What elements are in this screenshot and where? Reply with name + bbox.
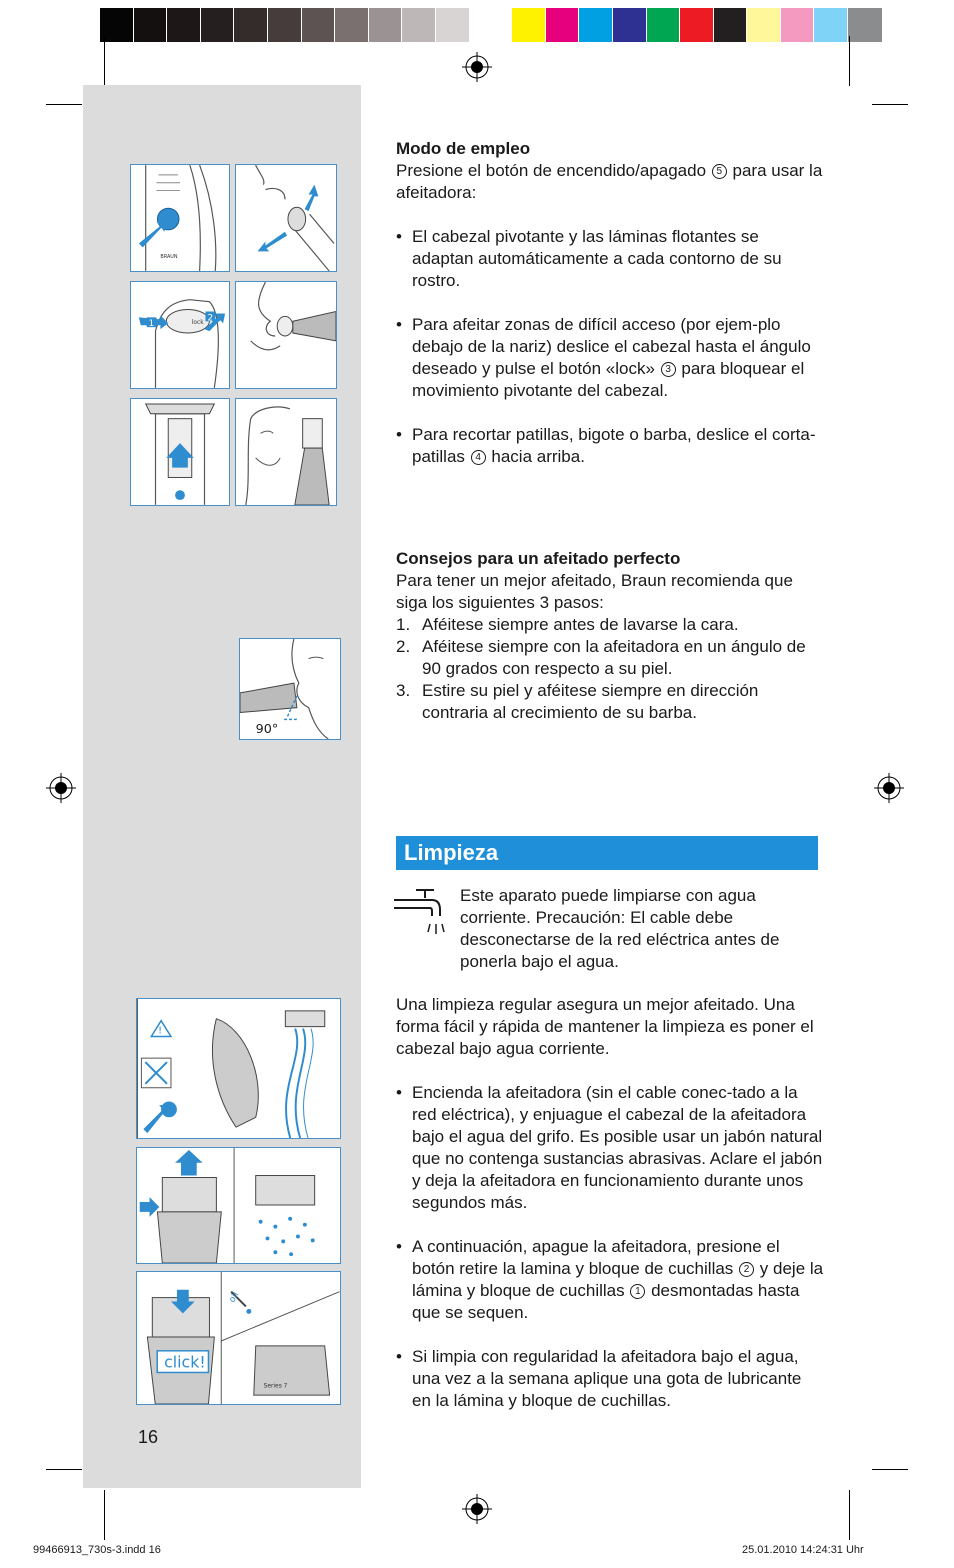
color-swatch (100, 8, 134, 42)
color-swatch (402, 8, 436, 42)
click-label: click! (164, 1352, 206, 1372)
color-swatch (436, 8, 470, 42)
color-swatch (814, 8, 848, 42)
crop-mark (872, 104, 908, 105)
crop-mark (849, 1490, 850, 1540)
illustration-sideburns (235, 398, 337, 506)
crop-mark (46, 104, 82, 105)
registration-mark-icon (874, 773, 904, 803)
tips-step (396, 614, 824, 636)
color-swatch (134, 8, 168, 42)
svg-text:!: ! (158, 1025, 163, 1037)
usage-bullet-2: • Para afeitar zonas de difícil acceso (por ejem-plo debajo de la nariz) deslice el cabezal hasta el ángulo deseado y pulse el botón «lock» 3 para bloquear el movimiento pivotante del cabezal. (396, 314, 824, 402)
color-swatch (369, 8, 403, 42)
cleaning-bullet-1: • Encienda la afeitadora (sin el cable conec-tado a la red eléctrica), y enjuague el cabezal de la afeitadora bajo el agua del grifo. Es posible usar un jabón natural que no contenga sustancias abrasivas. Aclare el jabón y deja la afeitadora en funcionamiento durante unos segundos más. (396, 1082, 824, 1214)
ref-1: 1 (630, 1284, 645, 1299)
tips-step (396, 680, 824, 724)
illustration-lock-button (130, 281, 230, 389)
water-tap-icon (394, 886, 446, 942)
registration-mark-icon (462, 1494, 492, 1524)
swatch-gap (503, 8, 512, 42)
illustration-90-degree (239, 638, 341, 740)
tips-step-number: 1. (396, 615, 411, 634)
tips-title: Consejos para un afeitado perfecto (396, 549, 681, 568)
color-calibration-bar (100, 8, 882, 42)
cleaning-bullet-3: • Si limpia con regularidad la afeitadora bajo el agua, una vez a la semana aplique una gota de lubricante en la lámina y bloque de cuchillas. (396, 1346, 824, 1412)
color-swatch (714, 8, 748, 42)
color-swatch (781, 8, 815, 42)
usage-bullet-1: • El cabezal pivotante y las láminas flotantes se adaptan automáticamente a cada contorno de su rostro. (396, 226, 824, 292)
callout-1: 1 (148, 319, 155, 330)
cleaning-intro: Una limpieza regular asegura un mejor afeitado. Una forma fácil y rápida de mantener la limpieza es poner el cabezal bajo agua corriente. (396, 995, 814, 1058)
illustration-pivot-head (235, 164, 337, 272)
registration-mark-icon (462, 52, 492, 82)
illustration-remove-foil (136, 1147, 341, 1264)
color-swatch (335, 8, 369, 42)
color-swatch (680, 8, 714, 42)
cleaning-banner (396, 836, 818, 870)
color-swatch (268, 8, 302, 42)
usage-section (396, 138, 824, 468)
color-swatch (747, 8, 781, 42)
cleaning-title: Limpieza (404, 840, 499, 865)
tips-step-number: 2. (396, 637, 411, 656)
crop-mark (104, 36, 105, 86)
ref-3: 3 (661, 362, 676, 377)
illustration-trimmer (130, 398, 230, 506)
footer-file-slug: 99466913_730s-3.indd 16 (33, 1544, 161, 1556)
tips-steps (396, 614, 824, 724)
registration-mark-icon (46, 773, 76, 803)
illustration-rinse (136, 998, 341, 1139)
illustration-under-nose (235, 281, 337, 389)
illustration-oil-click (136, 1271, 341, 1405)
crop-mark (872, 1469, 908, 1470)
angle-label: 90° (255, 722, 279, 738)
tips-step-text: Aféitese siempre antes de lavarse la cara. (422, 615, 739, 634)
usage-bullet-3: • Para recortar patillas, bigote o barba, deslice el corta-patillas 4 hacia arriba. (396, 424, 824, 468)
tips-intro: Para tener un mejor afeitado, Braun recomienda que siga los siguientes 3 pasos: (396, 571, 793, 612)
tips-step-number: 3. (396, 681, 411, 700)
color-swatch (201, 8, 235, 42)
tips-section (396, 548, 824, 724)
color-swatch (848, 8, 882, 42)
color-swatch (167, 8, 201, 42)
color-swatch (613, 8, 647, 42)
lock-label: lock (191, 320, 204, 327)
color-swatch (546, 8, 580, 42)
brand-label: BRAUN (160, 254, 178, 261)
color-swatch (234, 8, 268, 42)
usage-intro: Presione el botón de encendido/apagado 5 para usar la afeitadora: (396, 161, 823, 202)
color-swatch (512, 8, 546, 42)
tips-step-text: Aféitese siempre con la afeitadora en un ángulo de 90 grados con respecto a su piel. (422, 637, 806, 678)
tips-step-text: Estire su piel y aféitese siempre en dirección contraria al crecimiento de su barba. (422, 681, 759, 722)
cleaning-section (396, 994, 824, 1412)
usage-title: Modo de empleo (396, 139, 531, 158)
callout-2: 2 (207, 313, 214, 324)
illustration-power-button (130, 164, 230, 272)
color-swatch (579, 8, 613, 42)
cleaning-bullet-2: • A continuación, apague la afeitadora, presione el botón retire la lamina y bloque de cuchillas 2 y deje la lámina y bloque de cuchillas 1 desmontadas hasta que se sequen. (396, 1236, 824, 1324)
crop-mark (849, 36, 850, 86)
color-swatch (302, 8, 336, 42)
tips-step (396, 636, 824, 680)
ref-2: 2 (739, 1262, 754, 1277)
series-label: Series 7 (263, 1383, 288, 1390)
color-swatch (470, 8, 504, 42)
ref-5: 5 (712, 164, 727, 179)
water-note: Este aparato puede limpiarse con agua corriente. Precaución: El cable debe desconectarse de la red eléctrica antes de ponerla bajo el agua. (460, 886, 780, 971)
oil-label: oil (227, 1290, 242, 1305)
page-number: 16 (138, 1427, 159, 1447)
footer-timestamp: 25.01.2010 14:24:31 Uhr (742, 1544, 864, 1556)
crop-mark (104, 1490, 105, 1540)
color-swatch (647, 8, 681, 42)
crop-mark (46, 1469, 82, 1470)
ref-4: 4 (471, 450, 486, 465)
